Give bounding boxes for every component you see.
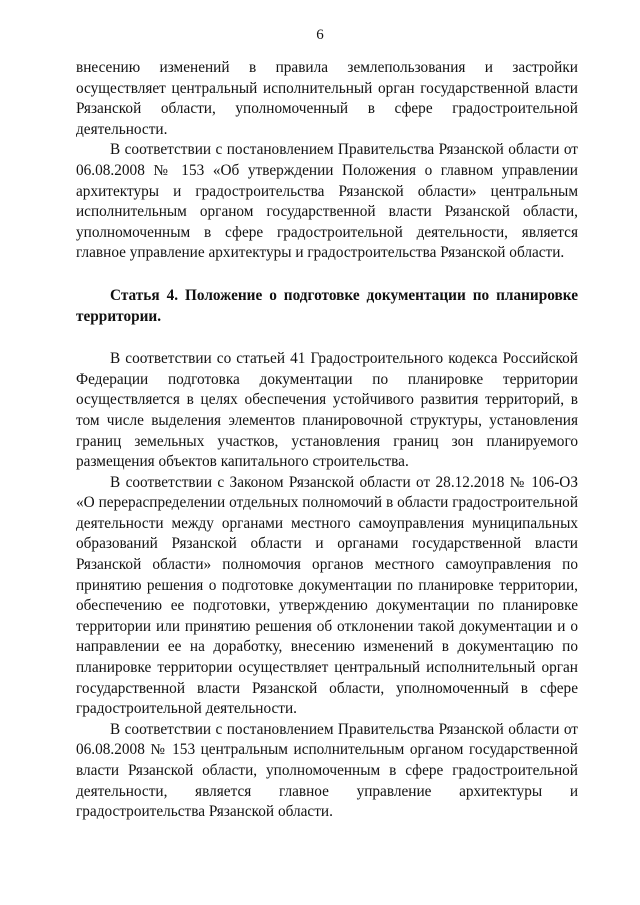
page-number: 6 <box>316 27 324 43</box>
paragraph-continuation: внесению изменений в правила землепользования и застройки осуществляет центральный исполнительный орган государственной власти Рязанской области, уполномоченный в сфере градостроительной деятельности. <box>76 59 578 138</box>
document-body <box>76 58 578 823</box>
paragraph-resolution-153: В соответствии с постановлением Правительства Рязанской области от 06.08.2008 № 153 «Об утверждении Положения о главном управлении архитектуры и градостроительства Рязанской области» центральным исполнительным органом государственной власти Рязанской области, уполномоченным в сфере градостроительной деятельности, является главное управление архитектуры и градостроительства Рязанской области. <box>76 141 578 262</box>
article-4-heading: Статья 4. Положение о подготовке документации по планировке территории. <box>76 286 578 325</box>
paragraph-resolution-153-second: В соответствии с постановлением Правительства Рязанской области от 06.08.2008 № 153 центральным исполнительным органом государственной власти Рязанской области, уполномоченным в сфере градостроительной деятельности, является главное управление архитектуры и градостроительства Рязанской области. <box>76 720 578 821</box>
paragraph-law-106-oz: В соответствии с Законом Рязанской области от 28.12.2018 № 106-ОЗ «О перераспределении отдельных полномочий в области градостроительной деятельности между органами местного самоуправления муниципальных образований Рязанской области и органами государственной власти Рязанской области» полномочия органов местного самоуправления по принятию решения о подготовке документации по планировке территории, обеспечению ее подготовки, утверждению документации по планировке территории или принятию решения об отклонении такой документации и о направлении ее на доработку, внесению изменений в документацию по планировке территории осуществляет центральный исполнительный орган государственной власти Рязанской области, уполномоченный в сфере градостроительной деятельности. <box>76 473 578 718</box>
paragraph-article-41: В соответствии со статьей 41 Градостроительного кодекса Российской Федерации подготовка документации по планировке территории осуществляется в целях обеспечения устойчивого развития территорий, в том числе выделения элементов планировочной структуры, установления границ земельных участков, установления границ зон планируемого размещения объектов капитального строительства. <box>76 350 578 471</box>
